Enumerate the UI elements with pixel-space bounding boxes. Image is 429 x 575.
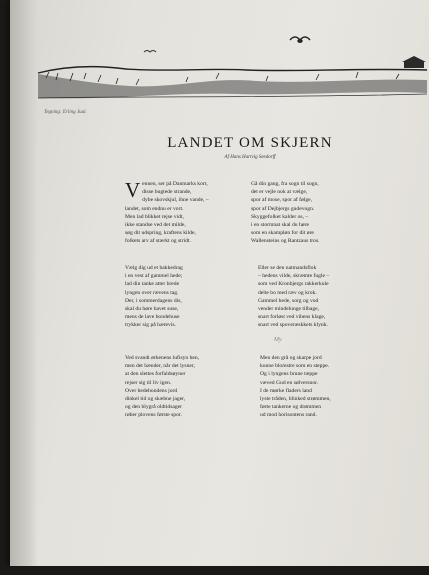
verse-line: Gammel hede, sorg og vod xyxy=(258,297,319,304)
stanza-2 xyxy=(251,180,320,246)
verse-line: Over hedebondens jord xyxy=(125,387,178,394)
stanza-3 xyxy=(125,264,183,330)
verse-line: røber plovens første spor. xyxy=(125,412,182,419)
verse-line: Wallensteins og Rantzaus tros. xyxy=(251,238,320,245)
stanza-1 xyxy=(125,180,208,246)
verse-line: mens de lave bondehuse xyxy=(125,314,180,321)
verse-line: skal du høre havet suse, xyxy=(125,306,179,313)
verse-line: delte bo med ræv og krok. xyxy=(258,289,317,296)
verse-line: snart forløst ved vibens klage, xyxy=(258,314,326,321)
verse-line: men det hænder, når det lysner, xyxy=(125,363,195,370)
verse-line: Vælg dig ud et bakkedrag xyxy=(125,265,183,271)
verse-line: – hedens vilde, skræmte fugle – xyxy=(258,273,330,280)
verse-line: ud mod horisontens rand. xyxy=(260,412,317,419)
table-surface xyxy=(0,566,429,575)
stanza-4 xyxy=(258,264,329,330)
verse-line: at den slettes forfaldsøyner xyxy=(125,371,186,378)
verse-line: folkets arv af stærkt og stridt. xyxy=(125,238,191,245)
verse-line: Eller se den natmandsflok xyxy=(258,265,317,271)
page-title: LANDET OM SKJERN xyxy=(167,135,333,151)
verse-line: spor af Dejbjergs gudevogn. xyxy=(251,205,315,212)
pencil-annotation: My xyxy=(274,337,282,343)
verse-line: ikke standse ved det milde, xyxy=(125,222,186,229)
verse-line: landet, som endnu er vort. xyxy=(125,205,184,212)
dune-horizon-line xyxy=(38,67,427,73)
verse-line: snart ved spoveræskkets klynk. xyxy=(258,322,328,329)
verse-line: I de mørke fladers land xyxy=(260,387,312,394)
stanza-6 xyxy=(260,354,331,420)
page-left-edge xyxy=(10,0,38,566)
verse-line: trykker sig på hærevis. xyxy=(125,322,176,329)
bird-large-icon xyxy=(290,37,310,42)
verse-line: førte tankerne og drømmen xyxy=(260,404,322,411)
verse-line: spor af mose, spor af følge, xyxy=(251,197,313,204)
verse-line: og den blygrå oldtidsager xyxy=(125,404,183,411)
verse-line: søg dit udspring, kraftens kilde, xyxy=(125,230,196,237)
verse-line: kunne blomstre som en steppe. xyxy=(260,363,330,370)
verse-line: det er vejle nok at vælge, xyxy=(251,189,308,196)
illustration-caption: Tegning: Erling Juul. xyxy=(44,110,87,115)
author-byline: Af Hans Hartvig Seedorff xyxy=(224,155,276,160)
stanza-5 xyxy=(125,354,199,420)
verse-line: Der, i sommerdagens dis, xyxy=(125,297,182,304)
verse-line: som en skampløn for dit øre xyxy=(251,230,314,237)
verse-line: Men den grå og skarpe jord xyxy=(260,355,322,361)
verse-line: disse bugtede strande, xyxy=(142,189,192,196)
verse-line: Ved svandt ørkenens lufisyn hen, xyxy=(125,355,200,361)
verse-line: Vennen, ser på Danmarks kort, xyxy=(125,178,208,202)
book-page xyxy=(10,0,429,566)
verse-line: Men lad blikket rejse vidt, xyxy=(125,213,184,220)
verse-line: Gå din gang, fra sogn til sogn, xyxy=(251,181,319,187)
dune-shadow xyxy=(38,74,427,98)
verse-line: vender mindelunge tilbage, xyxy=(258,306,320,313)
verse-line: som ved Kronbjergs rakkerkule xyxy=(258,281,329,288)
landscape-illustration xyxy=(36,18,429,106)
bird-left-icon xyxy=(144,51,156,53)
verse-line: lyngen over rævens tag. xyxy=(125,289,179,296)
drop-cap: V xyxy=(125,178,141,202)
verse-line: væved Gud en sølversnor. xyxy=(260,379,319,386)
verse-line: dinkel tid og skæbne jager, xyxy=(125,396,186,403)
verse-line: rejser sig til liv igen. xyxy=(125,379,172,386)
farmhouse-icon xyxy=(402,56,426,68)
verse-line: lyste tråden, blinked strømmen, xyxy=(260,396,331,403)
verse-line: Skyggefolket kalder os, – xyxy=(251,213,309,220)
verse-line: Og i lyngens brune tæppe xyxy=(260,371,318,378)
verse-line: lad din tanke atter brede xyxy=(125,281,180,288)
verse-line: i en stormnat skal du høre xyxy=(251,222,309,229)
verse-line: i en vest af gammel hede; xyxy=(125,273,183,280)
verse-line: dybe skovskjul, ihne vande, – xyxy=(142,197,209,204)
